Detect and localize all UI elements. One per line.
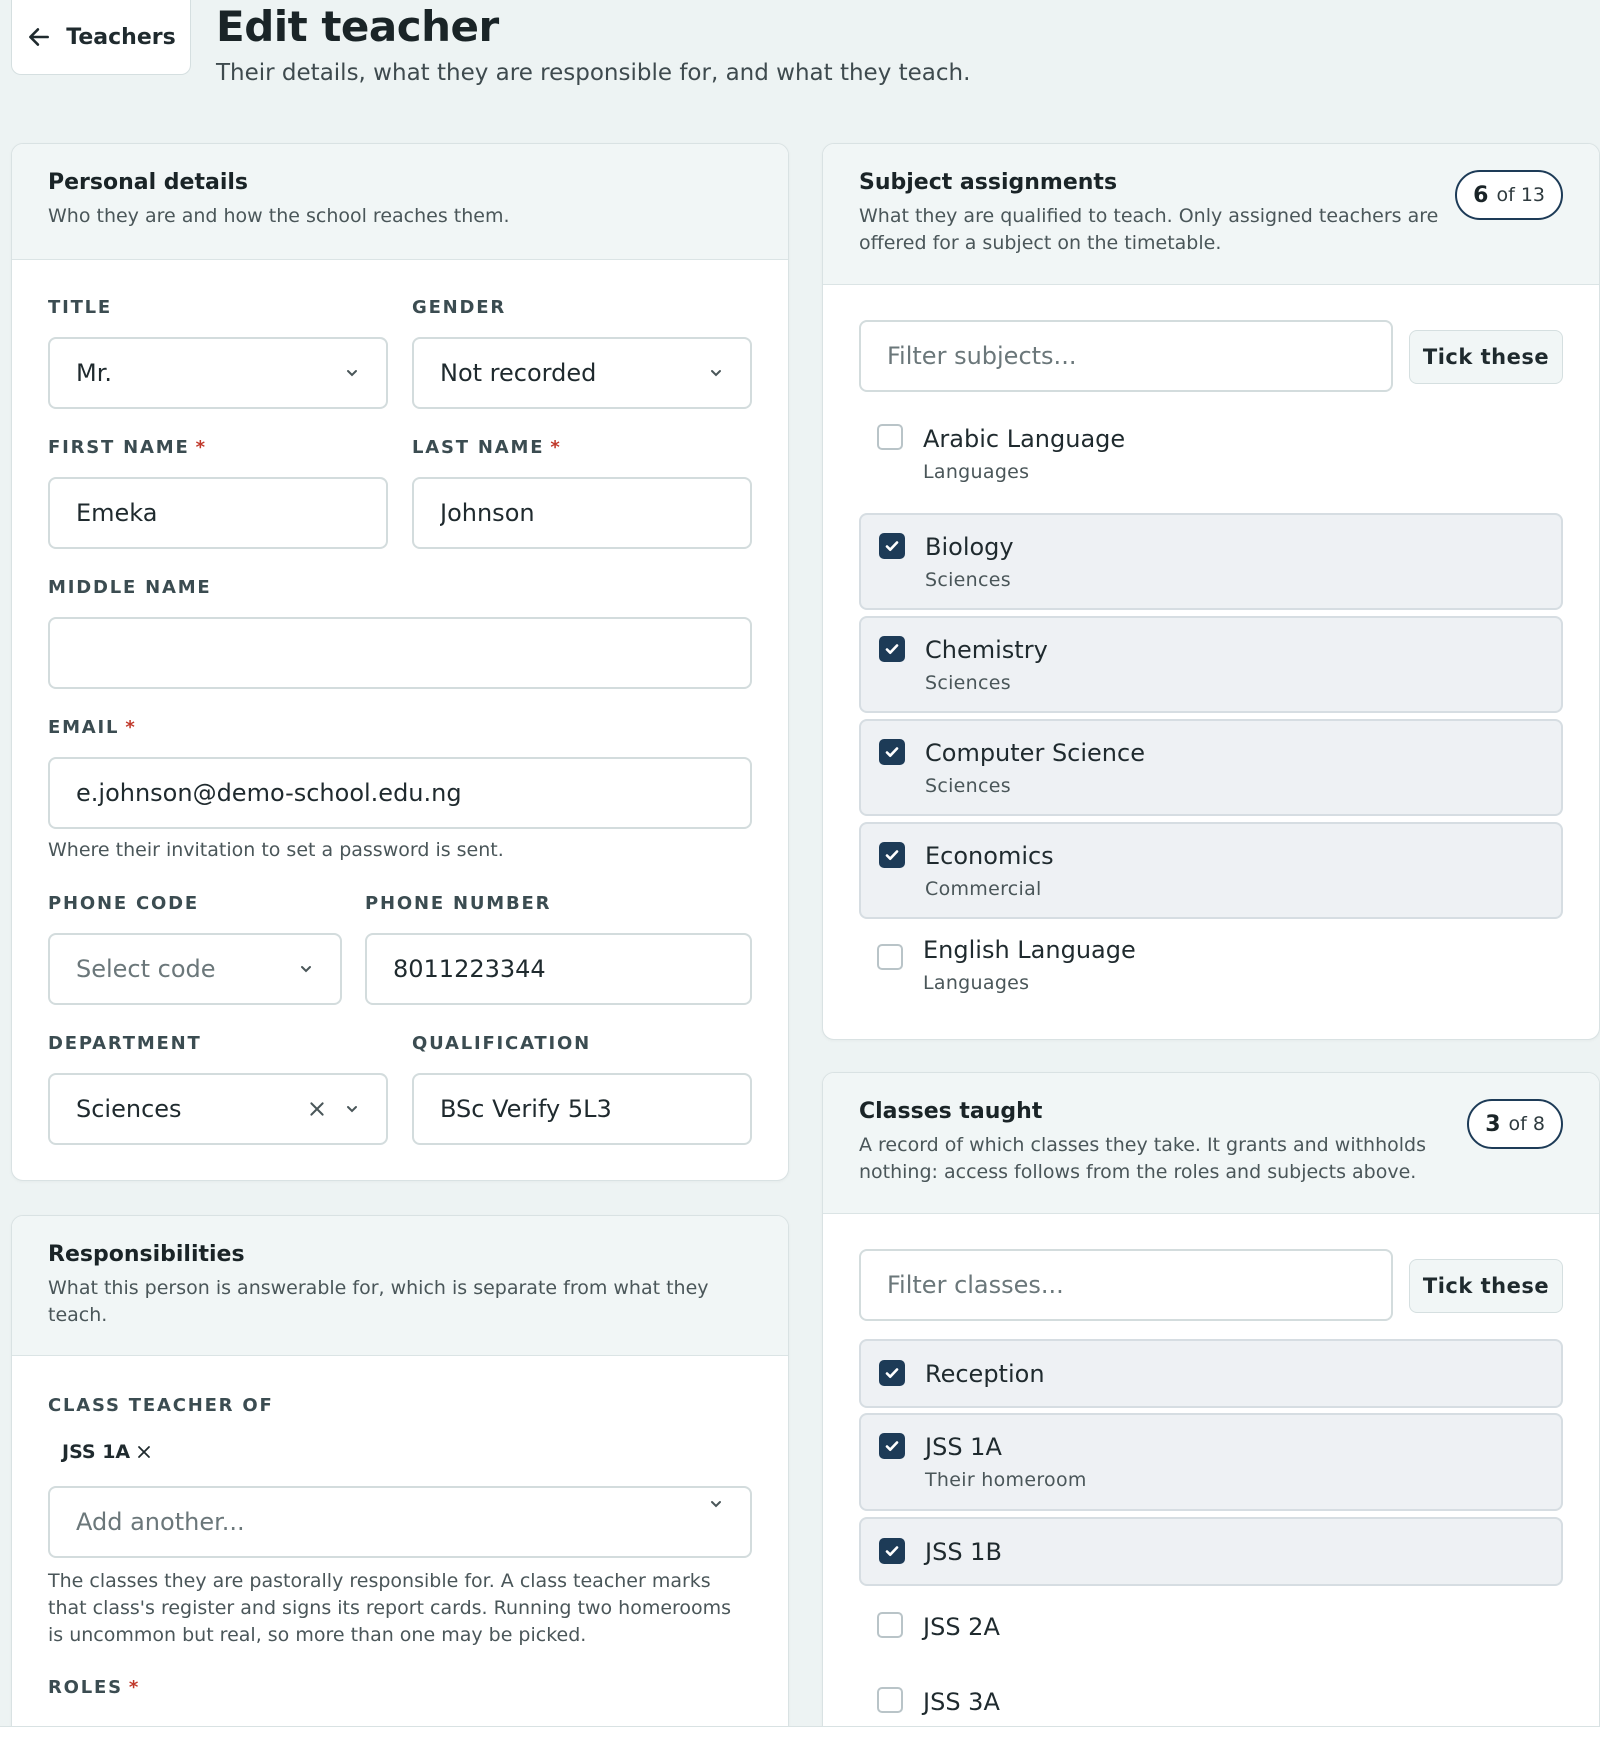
- last-name-input[interactable]: [440, 499, 724, 527]
- tick-subjects-button[interactable]: Tick these: [1409, 330, 1563, 384]
- class-option-jss-1a[interactable]: [859, 1413, 1563, 1511]
- personal-details-title: Personal details: [48, 170, 249, 195]
- subject-name: Arabic Language: [923, 425, 1126, 453]
- check-icon: [884, 1438, 900, 1454]
- filter-subjects-field[interactable]: [859, 320, 1393, 392]
- chevron-down-icon: [708, 365, 724, 381]
- subject-department: Languages: [923, 972, 1030, 994]
- class-chip-label: JSS 1A: [62, 1441, 131, 1463]
- subject-assignments-title: Subject assignments: [859, 170, 1118, 195]
- subject-name: Chemistry: [925, 635, 1048, 664]
- subject-department: Sciences: [925, 671, 1011, 694]
- phone-number-field[interactable]: [365, 933, 752, 1005]
- back-button[interactable]: [11, 0, 191, 75]
- subjects-count-badge: [1455, 170, 1563, 220]
- gender-select-value: Not recorded: [440, 359, 597, 387]
- arrow-left-icon: [26, 24, 52, 50]
- class-chip: [62, 1441, 152, 1463]
- subject-name: Economics: [925, 841, 1054, 870]
- filter-classes-input[interactable]: [887, 1271, 1365, 1299]
- page-subtitle: Their details, what they are responsible for, and what they teach.: [216, 60, 971, 86]
- chevron-down-icon: [708, 1496, 724, 1512]
- email-input[interactable]: [76, 779, 724, 807]
- personal-details-header: [12, 144, 788, 260]
- checkbox[interactable]: [879, 739, 905, 765]
- clear-icon[interactable]: [308, 1100, 326, 1118]
- checkbox[interactable]: [877, 424, 903, 450]
- class-name: JSS 2A: [923, 1612, 1000, 1641]
- subject-option-computer-science[interactable]: [859, 719, 1563, 816]
- check-icon: [884, 641, 900, 657]
- first-name-input[interactable]: [76, 499, 360, 527]
- middle-name-input[interactable]: [76, 639, 724, 667]
- roles-label: ROLES *: [48, 1677, 141, 1698]
- checkbox[interactable]: [877, 1612, 903, 1638]
- email-field[interactable]: [48, 757, 752, 829]
- subject-assignments-desc: What they are qualified to teach. Only assigned teachers are offered for a subject on the timetable.: [859, 205, 1439, 254]
- check-icon: [884, 538, 900, 554]
- class-option-jss-1b[interactable]: [859, 1517, 1563, 1586]
- checkbox[interactable]: [879, 842, 905, 868]
- personal-details-desc: Who they are and how the school reaches them.: [48, 205, 510, 227]
- class-option-jss-2a[interactable]: [859, 1592, 1563, 1661]
- phone-number-label: PHONE NUMBER: [365, 893, 552, 914]
- class-teacher-hint: The classes they are pastorally responsible for. A class teacher marks that class's register and signs its report cards. Running two homerooms is uncommon but real, so more than one may be picked.: [48, 1570, 732, 1646]
- department-select[interactable]: [48, 1073, 388, 1145]
- subject-assignments-card: [822, 143, 1600, 1040]
- check-icon: [884, 847, 900, 863]
- subject-option-chemistry[interactable]: [859, 616, 1563, 713]
- responsibilities-title: Responsibilities: [48, 1242, 245, 1267]
- subjects-count: 6: [1473, 182, 1489, 208]
- subject-option-economics[interactable]: [859, 822, 1563, 919]
- check-icon: [884, 744, 900, 760]
- check-icon: [884, 1365, 900, 1381]
- filter-classes-field[interactable]: [859, 1249, 1393, 1321]
- subjects-count-total: of 13: [1496, 184, 1545, 206]
- remove-icon[interactable]: [136, 1444, 152, 1460]
- subject-name: Computer Science: [925, 738, 1145, 767]
- class-name: Reception: [925, 1359, 1045, 1388]
- gender-select[interactable]: [412, 337, 752, 409]
- responsibilities-header: [12, 1216, 788, 1356]
- class-note: Their homeroom: [925, 1469, 1087, 1491]
- responsibilities-desc: What this person is answerable for, which is separate from what they teach.: [48, 1277, 709, 1326]
- title-label: TITLE: [48, 297, 113, 318]
- class-teacher-select[interactable]: [48, 1486, 752, 1558]
- subject-assignments-header: [823, 144, 1599, 285]
- chevron-down-icon: [298, 961, 314, 977]
- first-name-label: FIRST NAME *: [48, 437, 207, 458]
- phone-code-select[interactable]: [48, 933, 342, 1005]
- check-icon: [884, 1543, 900, 1559]
- chevron-down-icon: [344, 365, 360, 381]
- classes-taught-header: [823, 1073, 1599, 1214]
- class-name: JSS 3A: [923, 1687, 1000, 1716]
- subject-department: Sciences: [925, 774, 1011, 797]
- qualification-field[interactable]: [412, 1073, 752, 1145]
- middle-name-label: MIDDLE NAME: [48, 577, 212, 598]
- class-name: JSS 1A: [925, 1433, 1002, 1461]
- department-select-value: Sciences: [76, 1095, 182, 1123]
- subject-name: Biology: [925, 532, 1014, 561]
- checkbox[interactable]: [877, 1687, 903, 1713]
- last-name-field[interactable]: [412, 477, 752, 549]
- title-select-value: Mr.: [76, 359, 112, 387]
- page-title: Edit teacher: [216, 2, 499, 51]
- classes-count-badge: [1467, 1099, 1563, 1149]
- title-select[interactable]: [48, 337, 388, 409]
- subject-option-arabic[interactable]: [859, 406, 1563, 502]
- subject-department: Languages: [923, 461, 1030, 483]
- checkbox[interactable]: [879, 1538, 905, 1564]
- phone-number-input[interactable]: [393, 955, 724, 983]
- chevron-down-icon: [344, 1101, 360, 1117]
- class-teacher-label: CLASS TEACHER OF: [48, 1395, 274, 1416]
- classes-count: 3: [1485, 1111, 1501, 1137]
- class-name: JSS 1B: [925, 1537, 1002, 1566]
- classes-taught-title: Classes taught: [859, 1099, 1043, 1124]
- gender-label: GENDER: [412, 297, 507, 318]
- responsibilities-card: [11, 1215, 789, 1746]
- add-another-placeholder: Add another...: [76, 1508, 245, 1536]
- phone-code-label: PHONE CODE: [48, 893, 199, 914]
- email-hint: Where their invitation to set a password is sent.: [48, 839, 504, 861]
- bottom-bar: [0, 1726, 1600, 1746]
- subject-option-english[interactable]: [859, 922, 1563, 1008]
- checkbox[interactable]: [877, 944, 903, 970]
- checkbox[interactable]: [879, 1360, 905, 1386]
- first-name-field[interactable]: [48, 477, 388, 549]
- checkbox[interactable]: [879, 636, 905, 662]
- classes-count-total: of 8: [1508, 1113, 1545, 1135]
- qualification-input[interactable]: [440, 1095, 724, 1123]
- class-option-reception[interactable]: [859, 1339, 1563, 1408]
- subject-department: Commercial: [925, 877, 1042, 900]
- qualification-label: QUALIFICATION: [412, 1033, 591, 1054]
- classes-taught-card: [822, 1072, 1600, 1746]
- subject-department: Sciences: [925, 568, 1011, 591]
- filter-subjects-input[interactable]: [887, 342, 1365, 370]
- phone-code-placeholder: Select code: [76, 955, 216, 983]
- last-name-label: LAST NAME *: [412, 437, 562, 458]
- checkbox[interactable]: [879, 533, 905, 559]
- middle-name-field[interactable]: [48, 617, 752, 689]
- checkbox[interactable]: [879, 1433, 905, 1459]
- email-label: EMAIL *: [48, 717, 137, 738]
- department-label: DEPARTMENT: [48, 1033, 202, 1054]
- classes-taught-desc: A record of which classes they take. It grants and withholds nothing: access follows from the roles and subjects above.: [859, 1134, 1426, 1183]
- back-button-label: Teachers: [66, 24, 176, 50]
- subject-name: English Language: [923, 936, 1136, 964]
- personal-details-card: [11, 143, 789, 1181]
- subject-option-biology[interactable]: [859, 513, 1563, 610]
- tick-classes-button[interactable]: Tick these: [1409, 1259, 1563, 1313]
